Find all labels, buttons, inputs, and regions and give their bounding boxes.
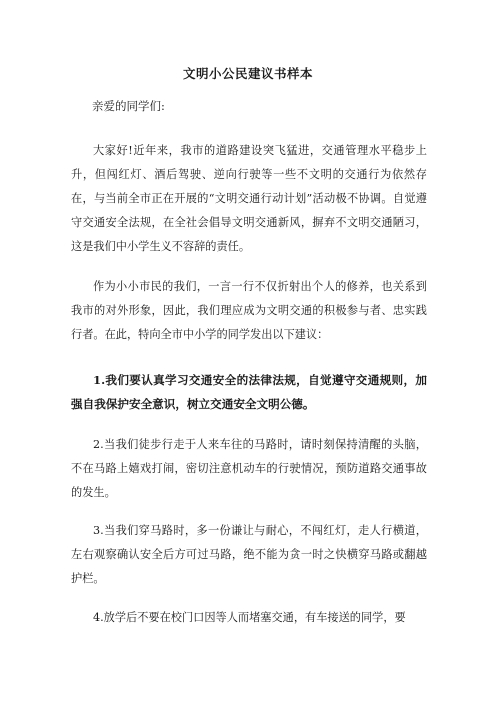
suggestion-2: 2.当我们徒步行走于人来车往的马路时，请时刻保持清醒的头脑，不在马路上嬉戏打闹，密切注意机动车的行驶情况，预防道路交通事故的发生。 [71, 438, 427, 499]
suggestion-3: 3.当我们穿马路时，多一份谦让与耐心，不闯红灯，走人行横道，左右观察确认安全后方可过马路，绝不能为贪一时之快横穿马路或翻越护栏。 [71, 524, 427, 585]
paragraph-appeal: 作为小小市民的我们，一言一行不仅折射出个人的修养，也关系到我市的对外形象，因此，我们理应成为文明交通的积极参与者、忠实践行者。在此，特向全市中小学的同学发出以下建议： [71, 280, 427, 341]
suggestion-4: 4.放学后不要在校门口因等人而堵塞交通，有车接送的同学，要 [93, 611, 406, 624]
document-title: 文明小公民建议书样本 [182, 66, 313, 81]
suggestion-1: 1.我们要认真学习交通安全的法律法规，自觉遵守交通规则，加强自我保护安全意识，树立交通安全文明公德。 [71, 373, 427, 411]
salutation: 亲爱的同学们: [92, 99, 165, 113]
paragraph-intro: 大家好!近年来，我市的道路建设突飞猛进，交通管理水平稳步上升，但闯红灯、酒后驾驶、逆向行驶等一些不文明的交通行为依然存在，与当前全市正在开展的“文明交通行动计划”活动极不协调。自觉遵守交通安全法规，在全社会倡导文明交通新风，摒弃不文明交通陋习，这是我们中小学生义不容辞的责任。 [71, 144, 427, 253]
